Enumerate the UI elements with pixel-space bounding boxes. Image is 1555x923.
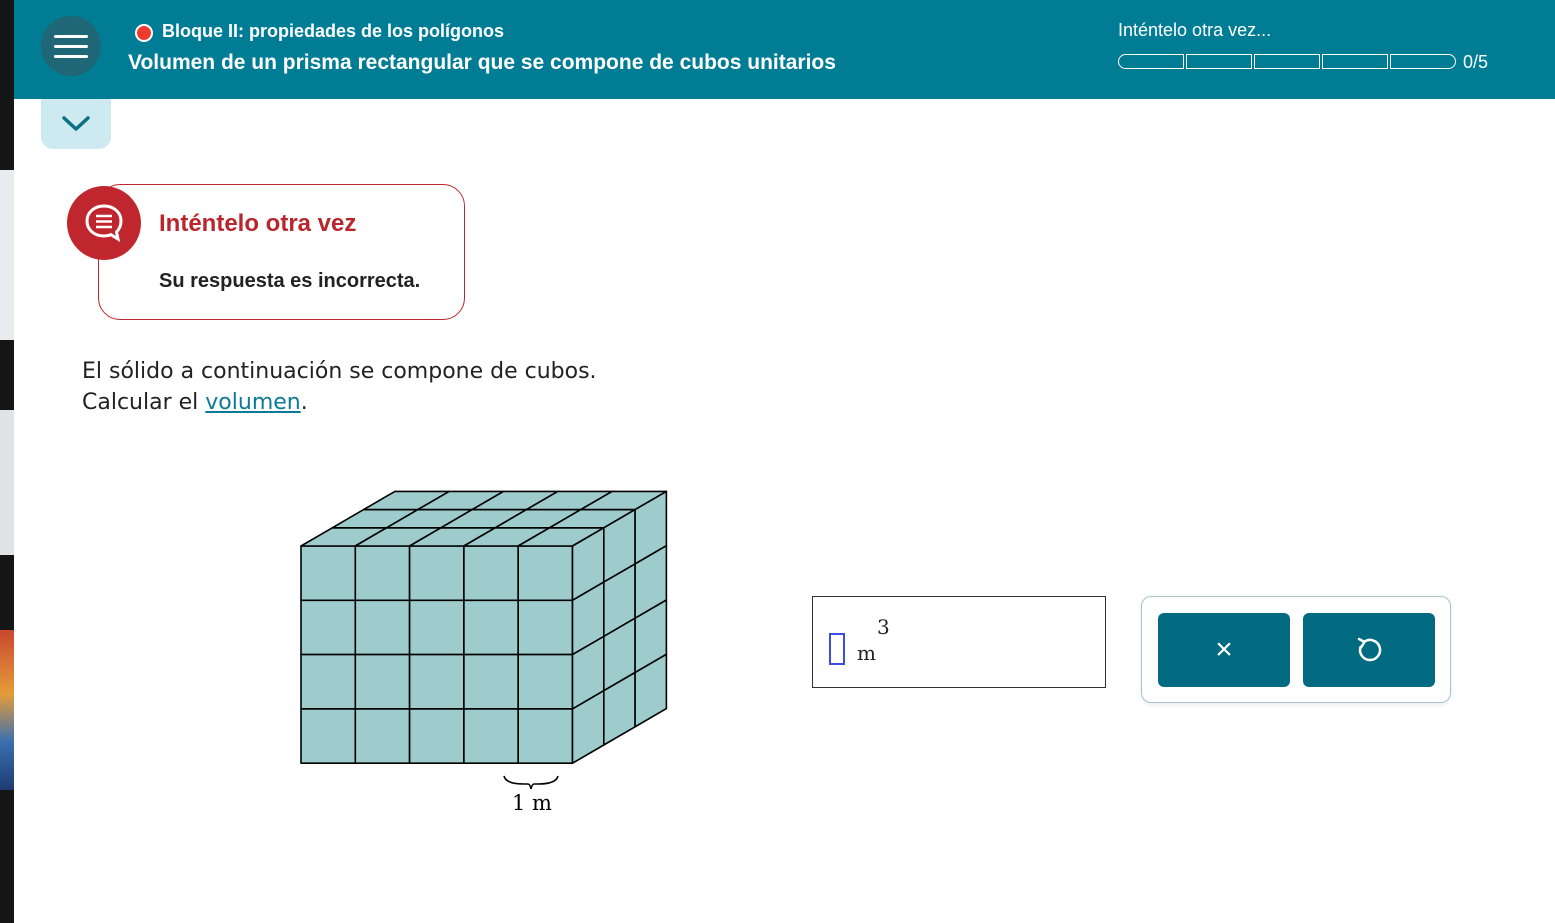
background-window-fragment xyxy=(0,410,14,555)
cube-front-face xyxy=(518,546,572,600)
chevron-down-icon xyxy=(61,115,91,133)
question-suffix: . xyxy=(300,390,308,415)
background-window-fragment xyxy=(0,170,14,340)
hamburger-icon-line xyxy=(54,55,88,58)
cube-front-face xyxy=(518,655,572,709)
hamburger-icon-line xyxy=(54,35,88,38)
section-title: Bloque II: propiedades de los polígonos xyxy=(162,21,505,41)
cube-front-face xyxy=(301,600,355,654)
undo-button[interactable] xyxy=(1303,613,1435,687)
cube-prism-figure xyxy=(280,480,680,820)
undo-icon xyxy=(1355,636,1383,664)
cube-front-face xyxy=(410,709,464,763)
cube-front-face xyxy=(464,600,518,654)
cube-front-face xyxy=(518,709,572,763)
question-line-1: El sólido a continuación se compone de cubos. xyxy=(82,359,597,384)
hamburger-icon-line xyxy=(54,45,88,48)
answer-unit: m xyxy=(857,641,876,665)
cube-front-face xyxy=(301,709,355,763)
progress-segment xyxy=(1118,54,1184,69)
menu-button[interactable] xyxy=(41,16,101,76)
cube-front-face xyxy=(301,655,355,709)
cube-front-face xyxy=(464,709,518,763)
answer-tools-panel xyxy=(1141,596,1451,703)
progress-segment xyxy=(1390,54,1456,69)
cube-front-face xyxy=(355,655,409,709)
progress-bar xyxy=(1118,54,1456,69)
question-prefix: Calcular el xyxy=(82,390,206,415)
cube-front-face xyxy=(301,546,355,600)
answer-input[interactable] xyxy=(829,633,845,665)
volume-glossary-link[interactable]: volumen xyxy=(205,390,301,415)
progress-segment xyxy=(1186,54,1252,69)
feedback-panel xyxy=(98,184,465,320)
progress-status-text: Inténtelo otra vez... xyxy=(1118,20,1272,40)
app-window xyxy=(14,0,1555,923)
progress-score: 0/5 xyxy=(1463,52,1489,72)
scale-label: 1 m xyxy=(512,791,552,815)
answer-box xyxy=(812,596,1106,688)
feedback-message-icon xyxy=(67,186,141,260)
question-text xyxy=(82,356,597,418)
cube-front-face xyxy=(355,709,409,763)
expand-header-button[interactable] xyxy=(41,99,111,149)
status-dot-icon xyxy=(135,24,153,42)
background-window-strip xyxy=(0,0,14,923)
header-bar xyxy=(14,0,1555,99)
clear-button[interactable] xyxy=(1158,613,1290,687)
feedback-message: Su respuesta es incorrecta. xyxy=(159,270,421,292)
cube-front-face xyxy=(410,546,464,600)
feedback-title: Inténtelo otra vez xyxy=(159,210,357,237)
cube-front-face xyxy=(355,546,409,600)
cube-front-face xyxy=(464,655,518,709)
progress-segment xyxy=(1322,54,1388,69)
cube-front-face xyxy=(518,600,572,654)
cube-front-face xyxy=(355,600,409,654)
question-line-2 xyxy=(82,387,597,418)
topic-title: Volumen de un prisma rectangular que se compone de cubos unitarios xyxy=(128,51,836,74)
cube-front-face xyxy=(410,600,464,654)
cube-front-face xyxy=(464,546,518,600)
background-window-fragment xyxy=(0,630,14,790)
progress-segment xyxy=(1254,54,1320,69)
scale-brace xyxy=(504,776,558,789)
cube-front-face xyxy=(410,655,464,709)
answer-unit-exponent: 3 xyxy=(877,615,890,639)
close-icon: × xyxy=(1215,633,1233,666)
